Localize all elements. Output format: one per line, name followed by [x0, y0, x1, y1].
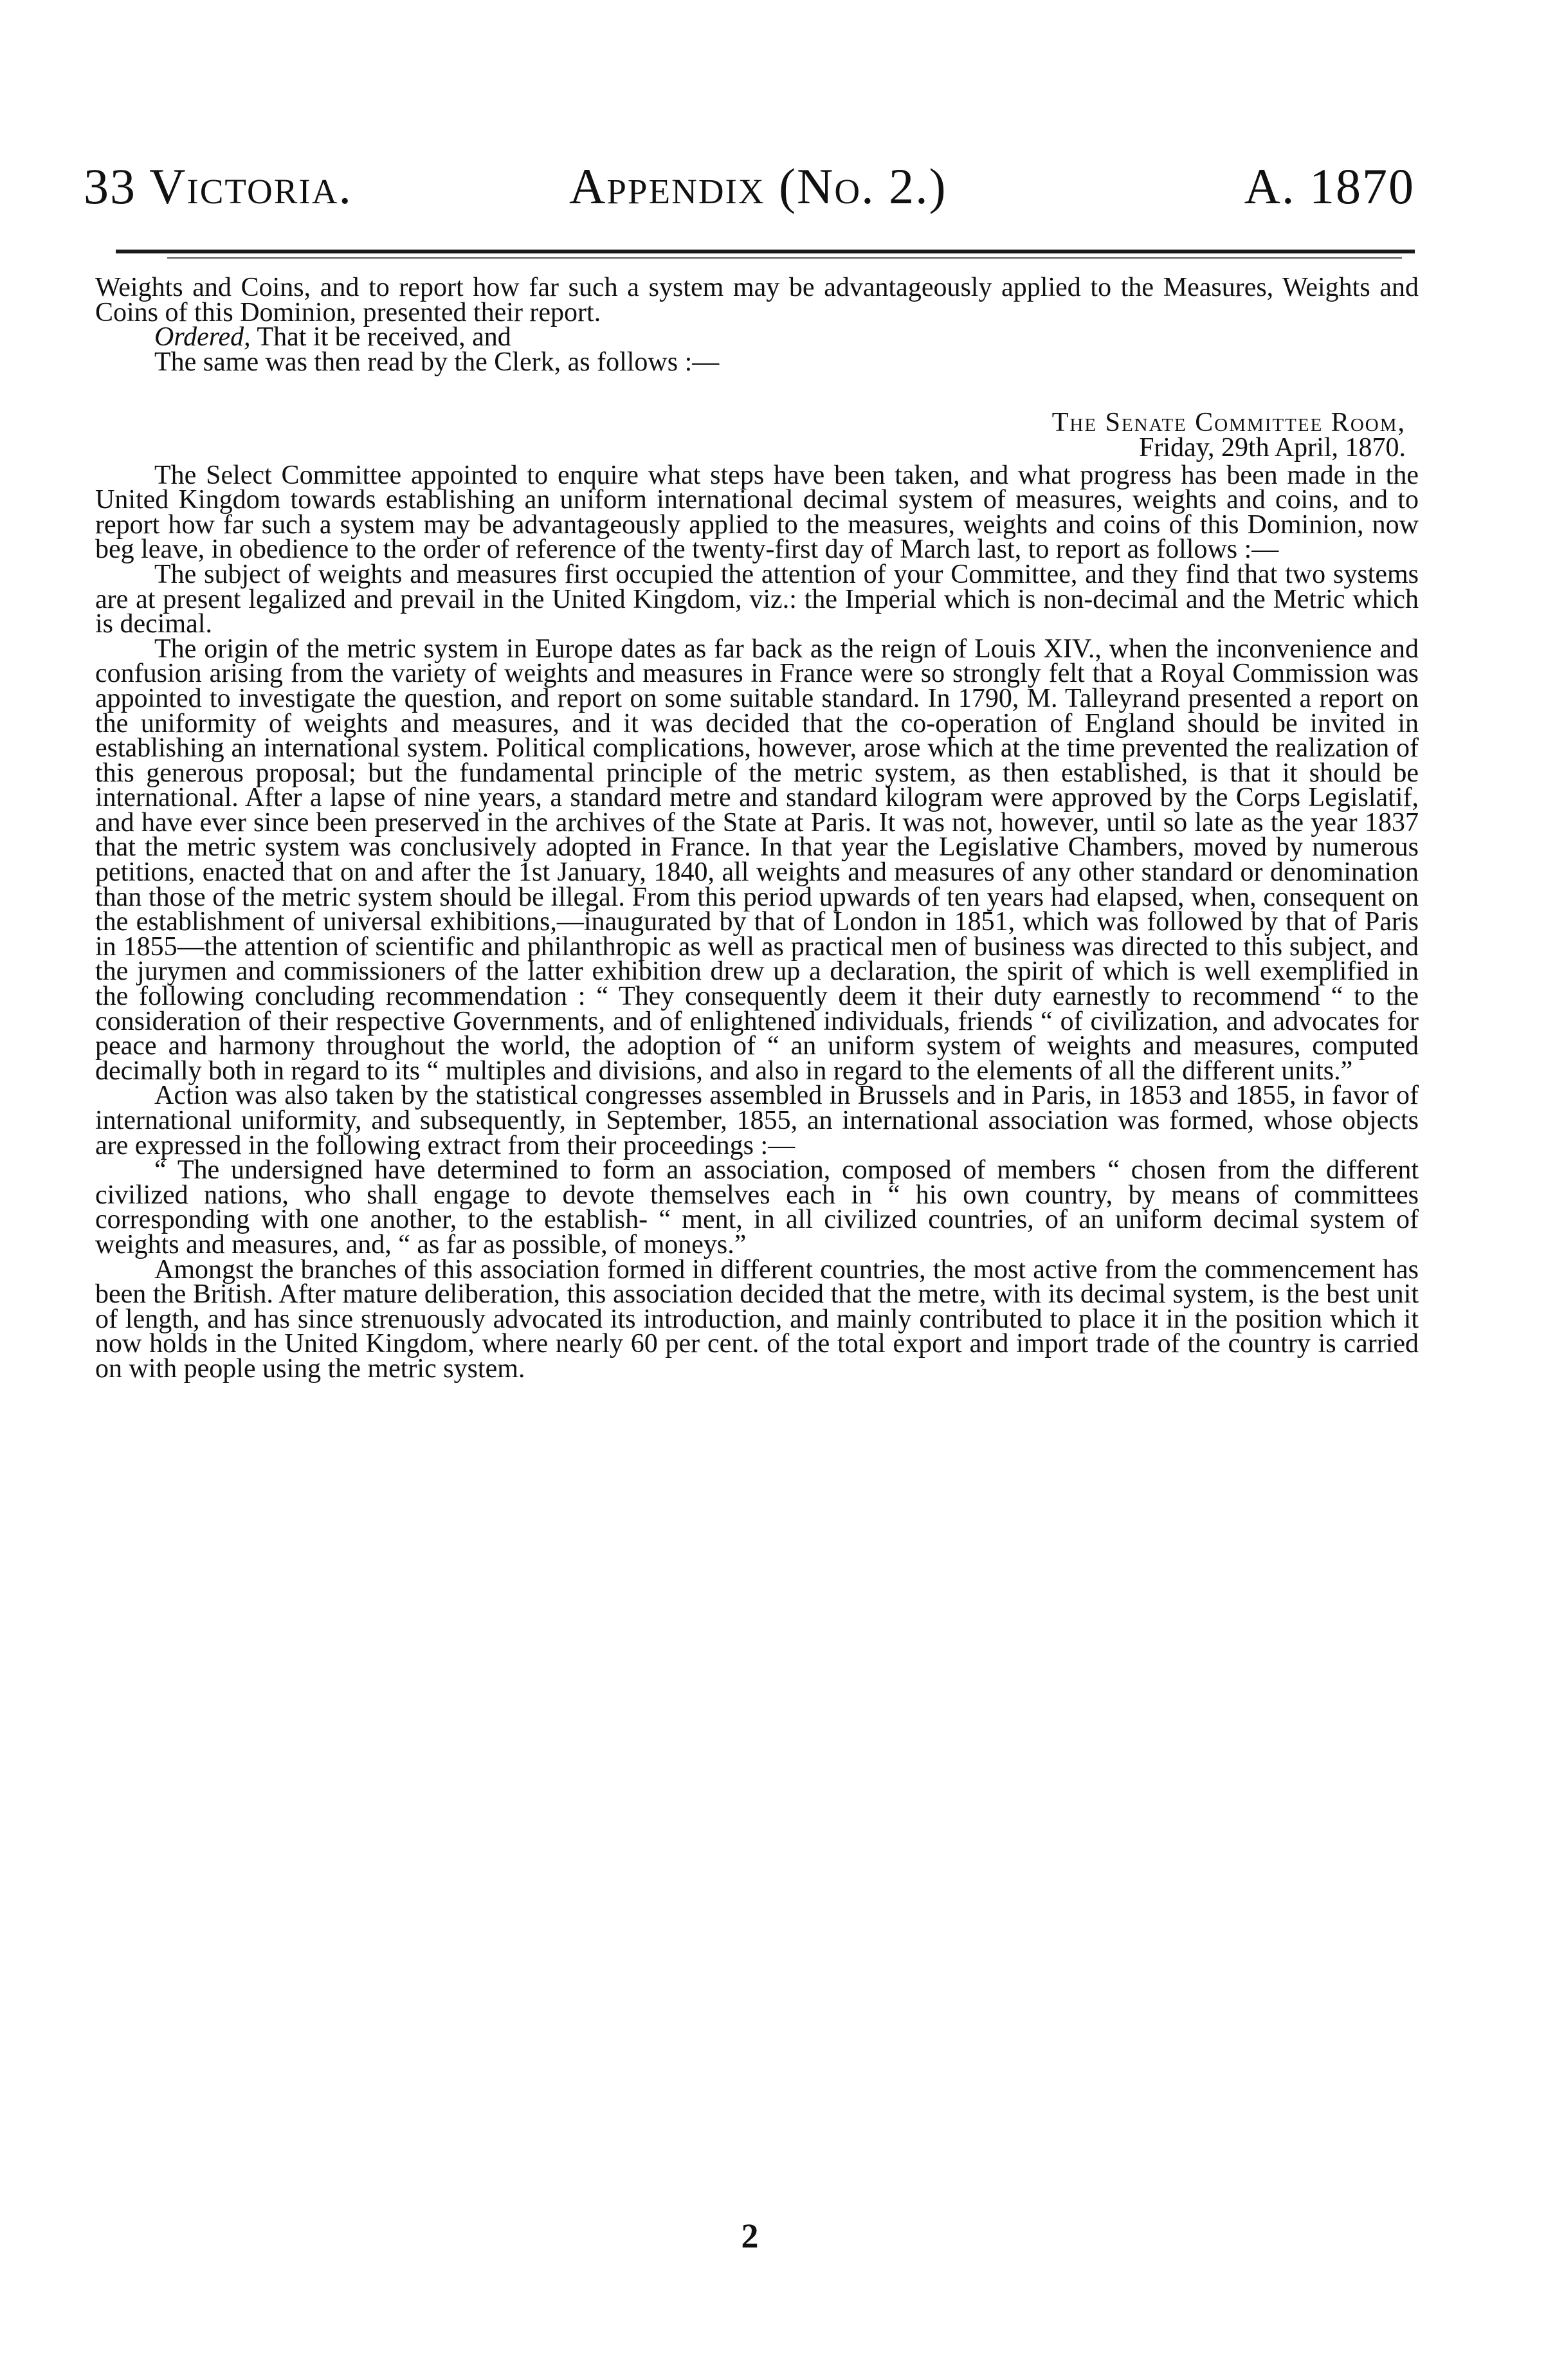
- report-date-line: Friday, 29th April, 1870.: [1139, 432, 1406, 462]
- ordered-word: Ordered,: [154, 322, 251, 352]
- page-number: 2: [741, 2217, 759, 2255]
- paragraph-metric-origin: The origin of the metric system in Europe dates as far back as the reign of Louis XIV., when the inconvenience and confusion arising from the variety of weights and measures in France were so strongly felt that a Royal Commission was appointed to investigate the question, and report on some suitable standard. In 1790, M. Talleyrand presented a report on the uniformity of weights and measures, and it was decided that the co-operation of England should be invited in establishing an international system. Political complications, however, arose which at the time prevented the realization of this generous proposal; but the fundamental principle of the metric system, as then established, is that it should be international. After a lapse of nine years, a standard metre and standard kilogram were approved by the Corps Legislatif, and have ever since been preserved in the archives of the State at Paris. It was not, however, until so late as the year 1837 that the metric system was conclusively adopted in France. In that year the Legislative Chambers, moved by numerous petitions, enacted that on and after the 1st January, 1840, all weights and measures of any other standard or denomination than those of the metric system should be illegal. From this period upwards of ten years had elapsed, when, consequent on the establishment of universal exhibitions,—inaugurated by that of London in 1851, which was followed by that of Paris in 1855—the attention of scientific and philanthropic as well as practical men of business was directed to this subject, and the jurymen and commissioners of the latter exhibition drew up a declaration, the spirit of which is well exemplified in the following concluding recommendation : “ They consequently deem it their duty earnestly to recommend “ to the consideration of their respective Governments, and of enlightened individuals, friends “ of civilization, and advocates for peace and harmony throughout the world, the adoption of “ an uniform system of weights and measures, computed decimally both in regard to its “ multiples and divisions, and also in regard to the elements of all the different units.”: [95, 634, 1419, 1086]
- running-header: [84, 151, 1415, 222]
- committee-room-line: The Senate Committee Room,: [1051, 408, 1406, 438]
- paragraph-statistical-congresses: Action was also taken by the statistical congresses assembled in Brussels and in Paris, in 1853 and 1855, in favor of international uniformity, and subsequently, in September, 1855, an international association was formed, whose objects are expressed in the following extract from their proceedings :—: [95, 1081, 1419, 1160]
- read-line: The same was then read by the Clerk, as follows :—: [154, 347, 720, 377]
- body-text: [95, 275, 1419, 1382]
- paragraph-british-branch: Amongst the branches of this association formed in different countries, the most active from the commencement has been the British. After mature deliberation, this association decided that the metre, with its decimal system, is the best unit of length, and has since strenuously advocated its introduction, and mainly contributed to place it in the position which it now holds in the United Kingdom, where nearly 60 per cent. of the total export and import trade of the country is carried on with people using the metric system.: [95, 1254, 1419, 1384]
- header-rule-thick: [116, 250, 1415, 253]
- session-label: 33 Victoria.: [84, 158, 352, 214]
- ordered-line: [95, 322, 1419, 352]
- paragraph-association-quote: “ The undersigned have determined to form an association, composed of members “ chosen from the different civilized nations, who shall engage to devote themselves each in “ his own country, by means of committees corresponding with one another, to the establish- “ ment, in all civilized countries, of an uniform decimal system of weights and measures, and, “ as far as possible, of moneys.”: [95, 1155, 1419, 1259]
- paragraph-select-committee: The Select Committee appointed to enquire what steps have been taken, and what progress has been made in the United Kingdom towards establishing an uniform international decimal system of measures, weights and coins, and to report how far such a system may be advantageously applied to the measures, weights and coins of this Dominion, now beg leave, in obedience to the order of reference of the twenty-first day of March last, to report as follows :—: [95, 460, 1419, 565]
- ordered-rest: That it be received, and: [250, 322, 511, 352]
- intro-report-paragraph: Weights and Coins, and to report how far such a system may be advantageously applied to the Measures, Weights and Coins of this Dominion, presented their report.: [95, 273, 1419, 327]
- committee-heading: [95, 410, 1419, 460]
- paragraph-weights-subject: The subject of weights and measures first occupied the attention of your Committee, and they find that two systems are at present legalized and prevail in the United Kingdom, viz.: the Imperial which is non-decimal and the Metric which is decimal.: [95, 559, 1419, 639]
- appendix-label: Appendix (No. 2.): [569, 158, 947, 214]
- header-rule-thin: [167, 257, 1402, 259]
- year-label: A. 1870: [1244, 158, 1415, 214]
